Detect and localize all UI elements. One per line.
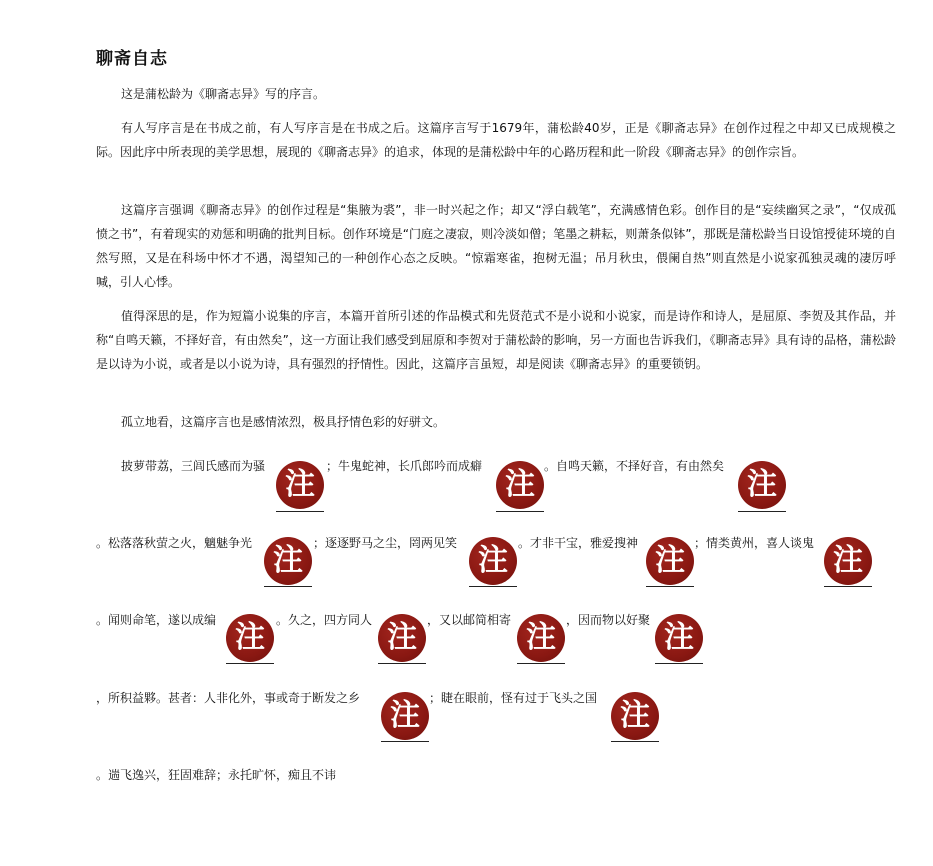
preface-text-segment: ，因而物以好聚 — [566, 613, 651, 627]
annotation-underline — [378, 663, 426, 664]
annotation-underline — [646, 586, 694, 587]
annotation-button[interactable]: 注 — [378, 614, 426, 662]
annotation-button[interactable]: 注 — [646, 537, 694, 585]
preface-text-segment: ；逐逐野马之尘，罔两见笑 — [313, 536, 458, 550]
preface-text-segment: 披萝带荔，三闾氏感而为骚 — [121, 459, 266, 473]
annotation-button[interactable]: 注 — [469, 537, 517, 585]
preface-text-segment: ；睫在眼前，怪有过于飞头之国 — [429, 691, 598, 705]
preface-text-segment: 。久之，四方同人 — [276, 613, 373, 627]
preface-text-segment: ；情类黄州，喜人谈鬼 — [694, 536, 815, 550]
annotation-underline — [611, 741, 659, 742]
annotation-button[interactable]: 注 — [655, 614, 703, 662]
preface-text-segment: ；牛鬼蛇神，长爪郎吟而成癖 — [326, 459, 483, 473]
annotation-button[interactable]: 注 — [738, 461, 786, 509]
preface-text-segment: 。遄飞逸兴，狂固难辞；永托旷怀，痴且不讳 — [96, 768, 337, 782]
preface-text-segment: 。自鸣天籁，不择好音，有由然矣 — [544, 459, 725, 473]
preface-text-segment: ，所积益夥。甚者：人非化外，事或奇于断发之乡 — [96, 691, 361, 705]
annotation-button[interactable]: 注 — [276, 461, 324, 509]
annotation-button[interactable]: 注 — [496, 461, 544, 509]
annotation-underline — [264, 586, 312, 587]
preface-text-segment: ，又以邮简相寄 — [427, 613, 512, 627]
annotation-underline — [226, 663, 274, 664]
annotation-button[interactable]: 注 — [611, 692, 659, 740]
annotation-button[interactable]: 注 — [517, 614, 565, 662]
annotation-underline — [469, 586, 517, 587]
annotation-underline — [738, 511, 786, 512]
annotation-underline — [381, 741, 429, 742]
preface-text-segment: 。闻则命笔，遂以成编 — [96, 613, 217, 627]
annotation-underline — [496, 511, 544, 512]
paragraph-intro: 这是蒲松龄为《聊斋志异》写的序言。 — [121, 87, 326, 101]
annotation-underline — [517, 663, 565, 664]
annotation-underline — [824, 586, 872, 587]
preface-text-segment: 。松落落秋萤之火，魑魅争光 — [96, 536, 253, 550]
annotation-button[interactable]: 注 — [264, 537, 312, 585]
annotation-button[interactable]: 注 — [226, 614, 274, 662]
paragraph-process: 这篇序言强调《聊斋志异》的创作过程是“集腋为裘”，非一时兴起之作；却又“浮白载笔”，充满感情色彩。创作目的是“妄续幽冥之录”，“仅成孤愤之书”，有着现实的劝惩和明确的批判目标。创作环境是“门庭之凄寂，则冷淡如僧；笔墨之耕耘，则萧条似钵”，那既是蒲松龄当日设馆授徒环境的自然写照，又是在科场中怀才不遇，渴望知己的一种创作心态之反映。“惊霜寒雀，抱树无温；吊月秋虫，偎阑自热”则直然是小说家孤独灵魂的凄厉呼喊，引人心悸。 — [96, 203, 896, 289]
preface-text-segment: 。才非干宝，雅爱搜神 — [518, 536, 639, 550]
paragraph-timing: 有人写序言是在书成之前，有人写序言是在书成之后。这篇序言写于1679年，蒲松龄40岁，正是《聊斋志异》在创作过程之中却又已成规模之际。因此序中所表现的美学思想，展现的《聊斋志异》的追求，体现的是蒲松龄中年的心路历程和此一阶段《聊斋志异》的创作宗旨。 — [96, 121, 896, 159]
annotation-underline — [655, 663, 703, 664]
paragraph-poetry: 值得深思的是，作为短篇小说集的序言，本篇开首所引述的作品模式和先贤范式不是小说和小说家，而是诗作和诗人，是屈原、李贺及其作品，并称“自鸣天籁，不择好音，有由然矣”，这一方面让我们感受到屈原和李贺对于蒲松龄的影响，另一方面也告诉我们，《聊斋志异》具有诗的品格，蒲松龄是以诗为小说，或者是以小说为诗，具有强烈的抒情性。因此，这篇序言虽短，却是阅读《聊斋志异》的重要锁钥。 — [96, 309, 896, 371]
annotation-underline — [276, 511, 324, 512]
annotation-button[interactable]: 注 — [824, 537, 872, 585]
paragraph-prose: 孤立地看，这篇序言也是感情浓烈，极具抒情色彩的好骈文。 — [121, 415, 446, 429]
page-title: 聊斋自志 — [96, 49, 168, 69]
annotation-button[interactable]: 注 — [381, 692, 429, 740]
